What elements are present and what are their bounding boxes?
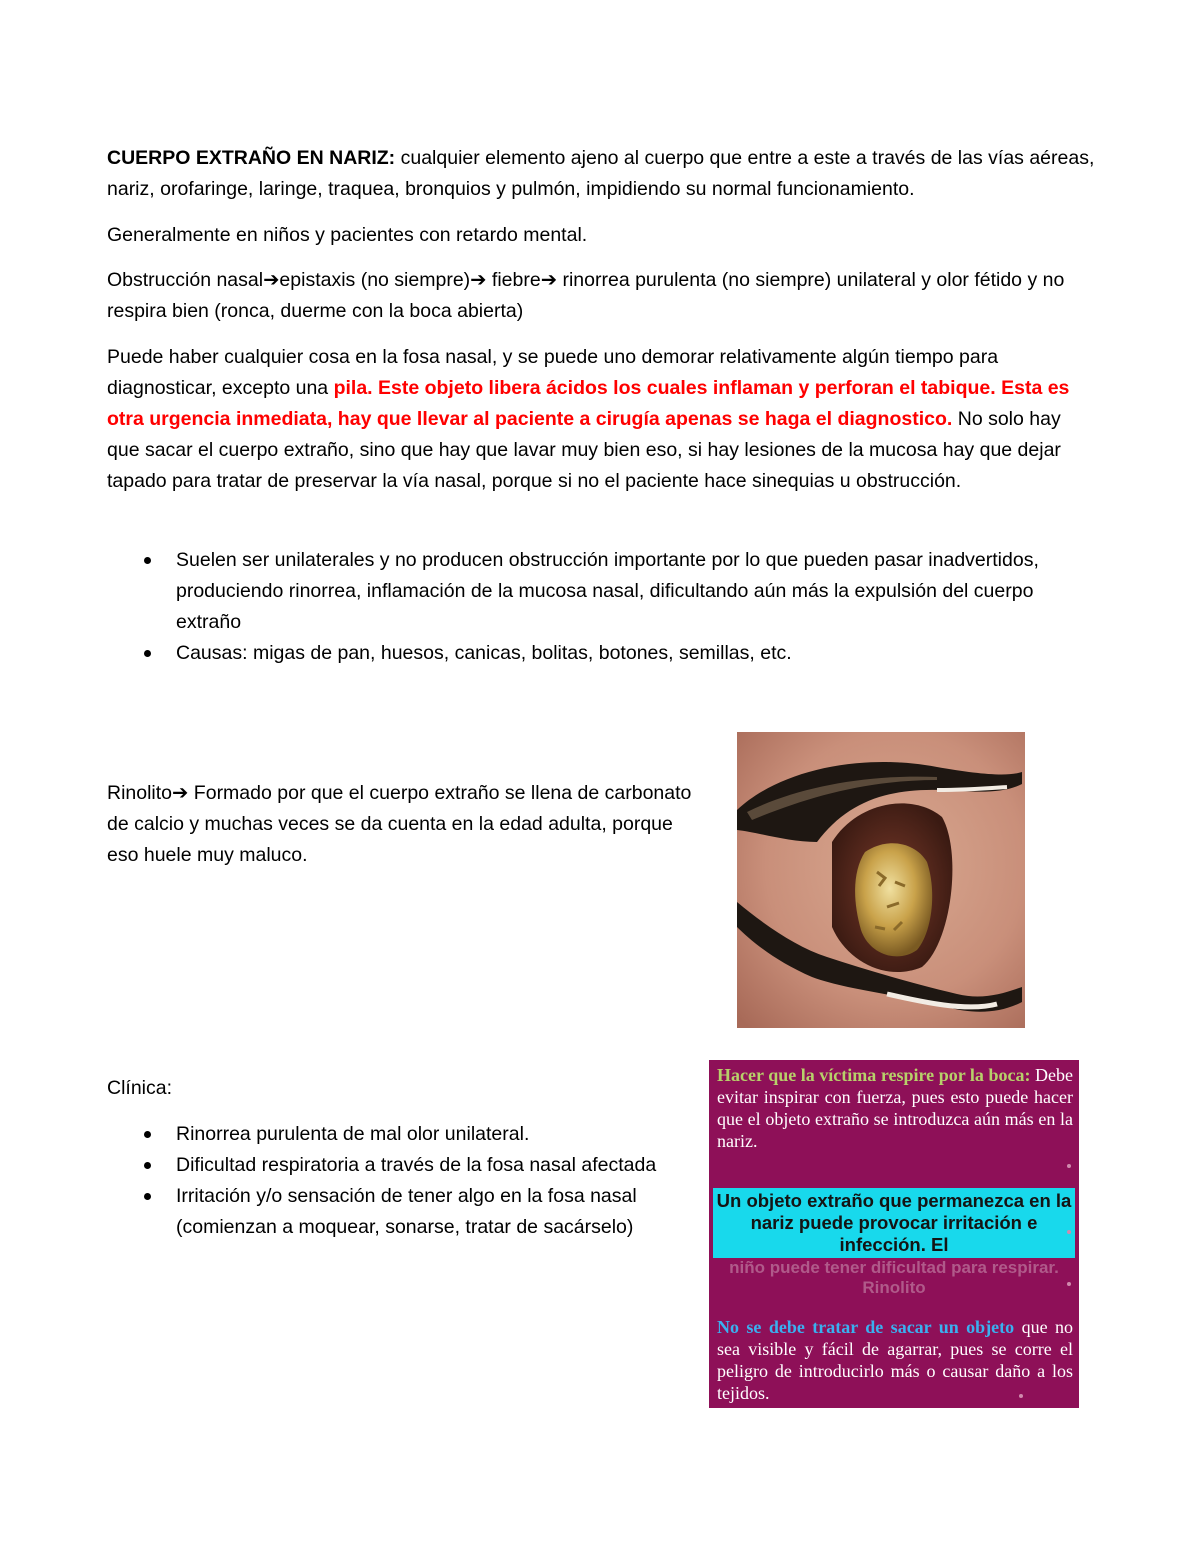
battery-warning-1: pila. Este objeto libera ácidos los cuales inflaman y perforan el tabique.: [333, 377, 1002, 399]
clinica-list: [107, 1119, 707, 1243]
list-item: Irritación y/o sensación de tener algo en la fosa nasal (comienzan a moquear, sonarse, tratar de sacárselo): [107, 1181, 707, 1243]
rhinolith-photo: [737, 732, 1025, 1028]
rinolito-paragraph: Rinolito➔ Formado por que el cuerpo extraño se llena de carbonato de calcio y muchas veces se da cuenta en la edad adulta, porque eso huele muy maluco.: [107, 782, 692, 866]
slide-faded-text: niño puede tener dificultad para respirar. Rinolito: [729, 1258, 1059, 1297]
slide-bullet-dot: [1067, 1164, 1071, 1168]
definition-paragraph: [107, 143, 1097, 205]
slide-paragraph-2: No se debe tratar de sacar un objeto que no sea visible y fácil de agarrar, pues se corre el peligro de introducirlo más o causar daño a los tejidos.: [717, 1317, 1073, 1403]
arrow-icon: ➔: [172, 782, 189, 804]
slide-paragraph-1: Hacer que la víctima respire por la boca: Debe evitar inspirar con fuerza, pues esto puede hacer que el objeto extraño se introduzca aún más en la nariz.: [717, 1065, 1073, 1151]
list-item: Causas: migas de pan, huesos, canicas, bolitas, botones, semillas, etc.: [107, 638, 1097, 669]
slide-bullet-dot: [1067, 1230, 1071, 1234]
battery-warning-2: Esta es otra urgencia inmediata, hay que llevar al paciente a cirugía apenas se haga el diagnostico.: [107, 377, 1070, 430]
arrow-icon: ➔: [540, 269, 558, 291]
list-item: Dificultad respiratoria a través de la fosa nasal afectada: [107, 1150, 707, 1181]
characteristics-list: [107, 545, 1097, 669]
list-item: Suelen ser unilaterales y no producen obstrucción importante por lo que pueden pasar inadvertidos, produciendo rinorrea, inflamación de la mucosa nasal, dificultando aún más la expulsión del cuerpo extraño: [107, 545, 1097, 638]
population-paragraph: Generalmente en niños y pacientes con retardo mental.: [107, 224, 588, 246]
definition-term: CUERPO EXTRAÑO EN NARIZ:: [107, 147, 396, 169]
slide-green-heading: Hacer que la víctima respire por la boca:: [717, 1065, 1031, 1085]
symptoms-sequence-paragraph: Obstrucción nasal➔epistaxis (no siempre)➔ fiebre➔ rinorrea purulenta (no siempre) unilateral y olor fétido y no respira bien (ronca, duerme con la boca abierta): [107, 269, 1065, 322]
slide-bullet-dot: [1067, 1282, 1071, 1286]
list-item: Rinorrea purulenta de mal olor unilateral.: [107, 1119, 707, 1150]
slide-bullet-dot: [1019, 1394, 1023, 1398]
battery-paragraph: Puede haber cualquier cosa en la fosa nasal, y se puede uno demorar relativamente algún tiempo para diagnosticar, excepto una pila. Este objeto libera ácidos los cuales inflaman y perforan el tabique. Esta es otra urgencia inmediata, hay que llevar al paciente a cirugía apenas se haga el diagnostico. No solo hay que sacar el cuerpo extraño, sino que hay que lavar muy bien eso, si hay lesiones de la mucosa hay que dejar tapado para tratar de preservar la vía nasal, porque si no el paciente hace sinequias u obstrucción.: [107, 346, 1070, 492]
arrow-icon: ➔: [263, 269, 280, 291]
arrow-icon: ➔: [470, 269, 487, 291]
advice-slide-image: [709, 1060, 1079, 1408]
slide-highlight-box: Un objeto extraño que permanezca en la nariz puede provocar irritación e infección. El: [713, 1188, 1075, 1258]
definition-text: cualquier elemento ajeno al cuerpo que entre a este a través de las vías aéreas, nariz, orofaringe, laringe, traquea, bronquios y pulmón, impidiendo su normal funcionamiento.: [107, 147, 1095, 200]
slide-blue-heading: No se debe tratar de sacar un objeto: [717, 1317, 1015, 1337]
clinica-heading: Clínica:: [107, 1077, 173, 1099]
nasal-speculum-image: [737, 732, 1025, 1028]
